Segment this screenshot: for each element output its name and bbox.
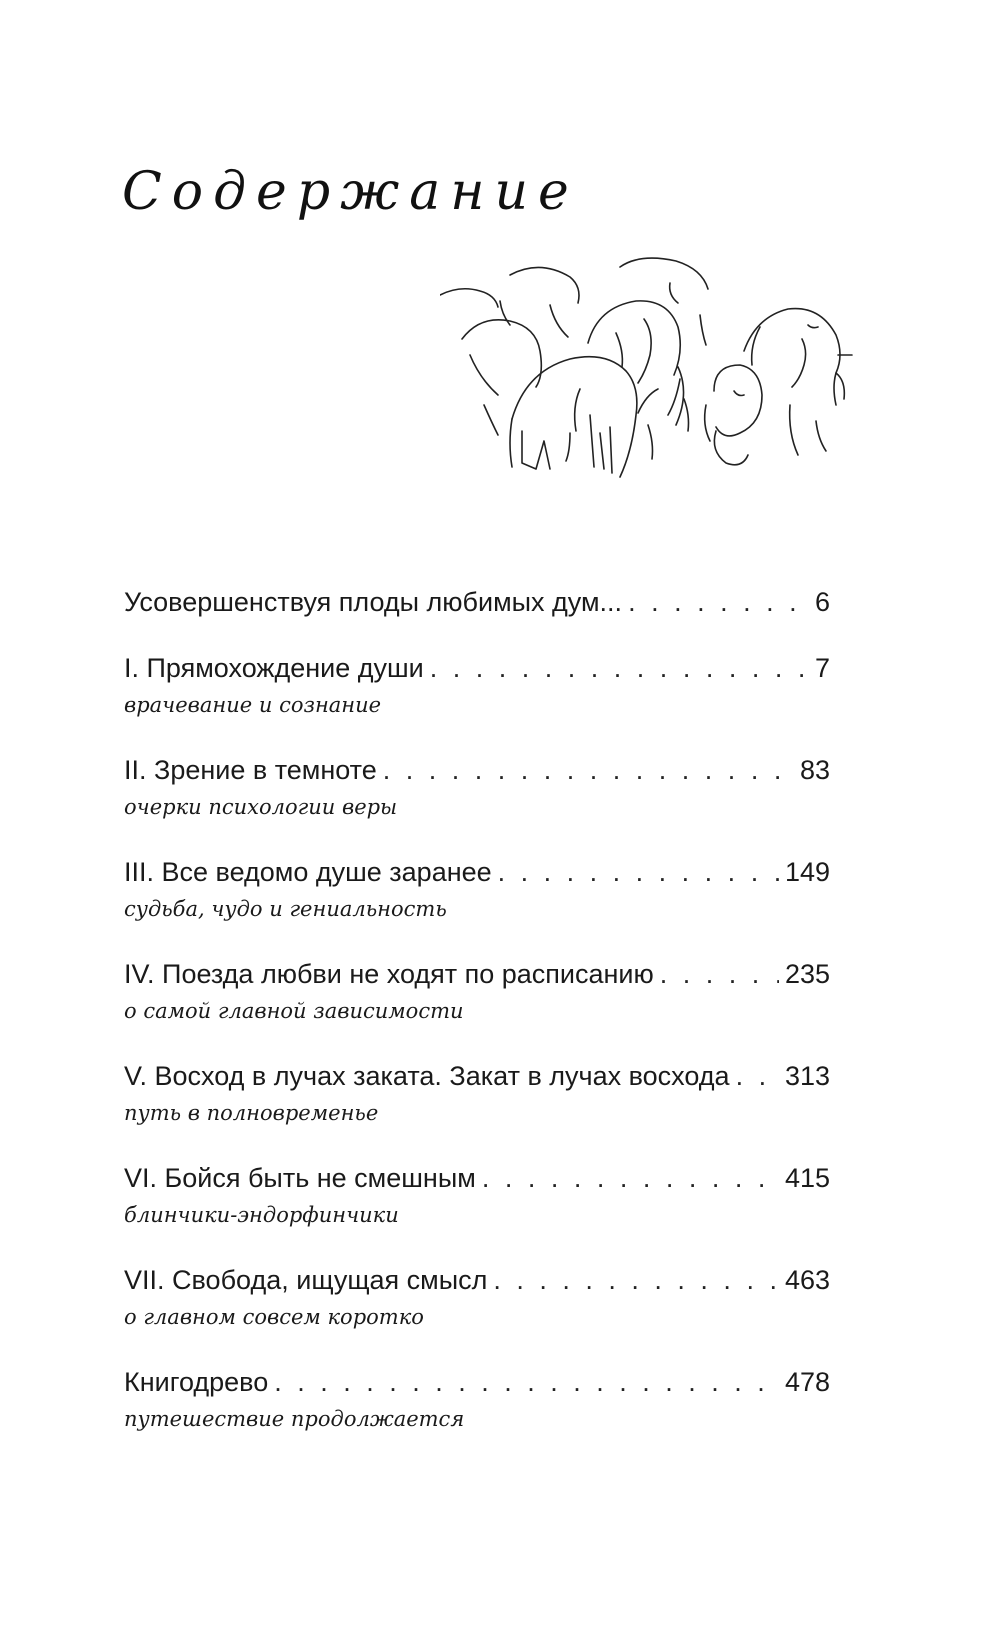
toc-entry-title: III. Все ведомо душе заранее — [124, 857, 492, 887]
toc-entry-title: IV. Поезда любви не ходят по расписанию — [124, 959, 654, 989]
toc-page-number: 149 — [784, 857, 830, 887]
page-title: Содержание — [122, 162, 579, 222]
dot-leader — [660, 954, 779, 994]
toc-page-number: 478 — [784, 1367, 830, 1397]
dot-leader — [736, 1056, 779, 1096]
dot-leader — [482, 1158, 779, 1198]
toc-page-number: 83 — [799, 755, 830, 785]
toc-entry — [124, 648, 830, 720]
toc-page-number: 235 — [784, 959, 830, 989]
toc-entry-title: II. Зрение в темноте — [124, 755, 377, 785]
toc-entry — [124, 852, 830, 924]
toc-entry — [124, 1056, 830, 1128]
toc-entry-title: VI. Бойся быть не смешным — [124, 1163, 476, 1193]
toc-page-number: 6 — [814, 587, 830, 617]
toc-entry-subtitle: очерки психологии веры — [124, 795, 398, 819]
dot-leader — [274, 1362, 779, 1402]
dot-leader — [498, 852, 779, 892]
toc-entry-subtitle: путешествие продолжается — [124, 1407, 465, 1431]
toc-entry-subtitle: врачевание и сознание — [124, 693, 382, 717]
toc-entry-title: V. Восход в лучах заката. Закат в лучах восхода — [124, 1061, 730, 1091]
toc-entry — [124, 750, 830, 822]
dot-leader — [628, 582, 809, 622]
toc-entry-subtitle: блинчики-эндорфинчики — [124, 1203, 399, 1227]
toc-entry-subtitle: о главном совсем коротко — [124, 1305, 424, 1329]
toc-entry-title: VII. Свобода, ищущая смысл — [124, 1265, 488, 1295]
dot-leader — [430, 648, 809, 688]
toc-page-number: 415 — [784, 1163, 830, 1193]
toc-entry-title: Усовершенствуя плоды любимых дум... — [124, 587, 623, 617]
elephants-sketch-illustration — [440, 255, 880, 495]
dot-leader — [493, 1260, 779, 1300]
toc-entry-title: Книгодрево — [124, 1367, 269, 1397]
toc-page-number: 7 — [814, 653, 830, 683]
toc-entry-subtitle: судьба, чудо и гениальность — [124, 897, 447, 921]
toc-page-number: 313 — [784, 1061, 830, 1091]
dot-leader — [383, 750, 794, 790]
toc-entry — [124, 1260, 830, 1332]
toc-entry — [124, 1362, 830, 1434]
toc-entry — [124, 1158, 830, 1230]
toc-entry — [124, 582, 830, 622]
toc-page-number: 463 — [784, 1265, 830, 1295]
toc-entry-title: I. Прямохождение души — [124, 653, 424, 683]
toc-entry — [124, 954, 830, 1026]
toc-entry-subtitle: о самой главной зависимости — [124, 999, 464, 1023]
toc-entry-subtitle: путь в полновременье — [124, 1101, 379, 1125]
